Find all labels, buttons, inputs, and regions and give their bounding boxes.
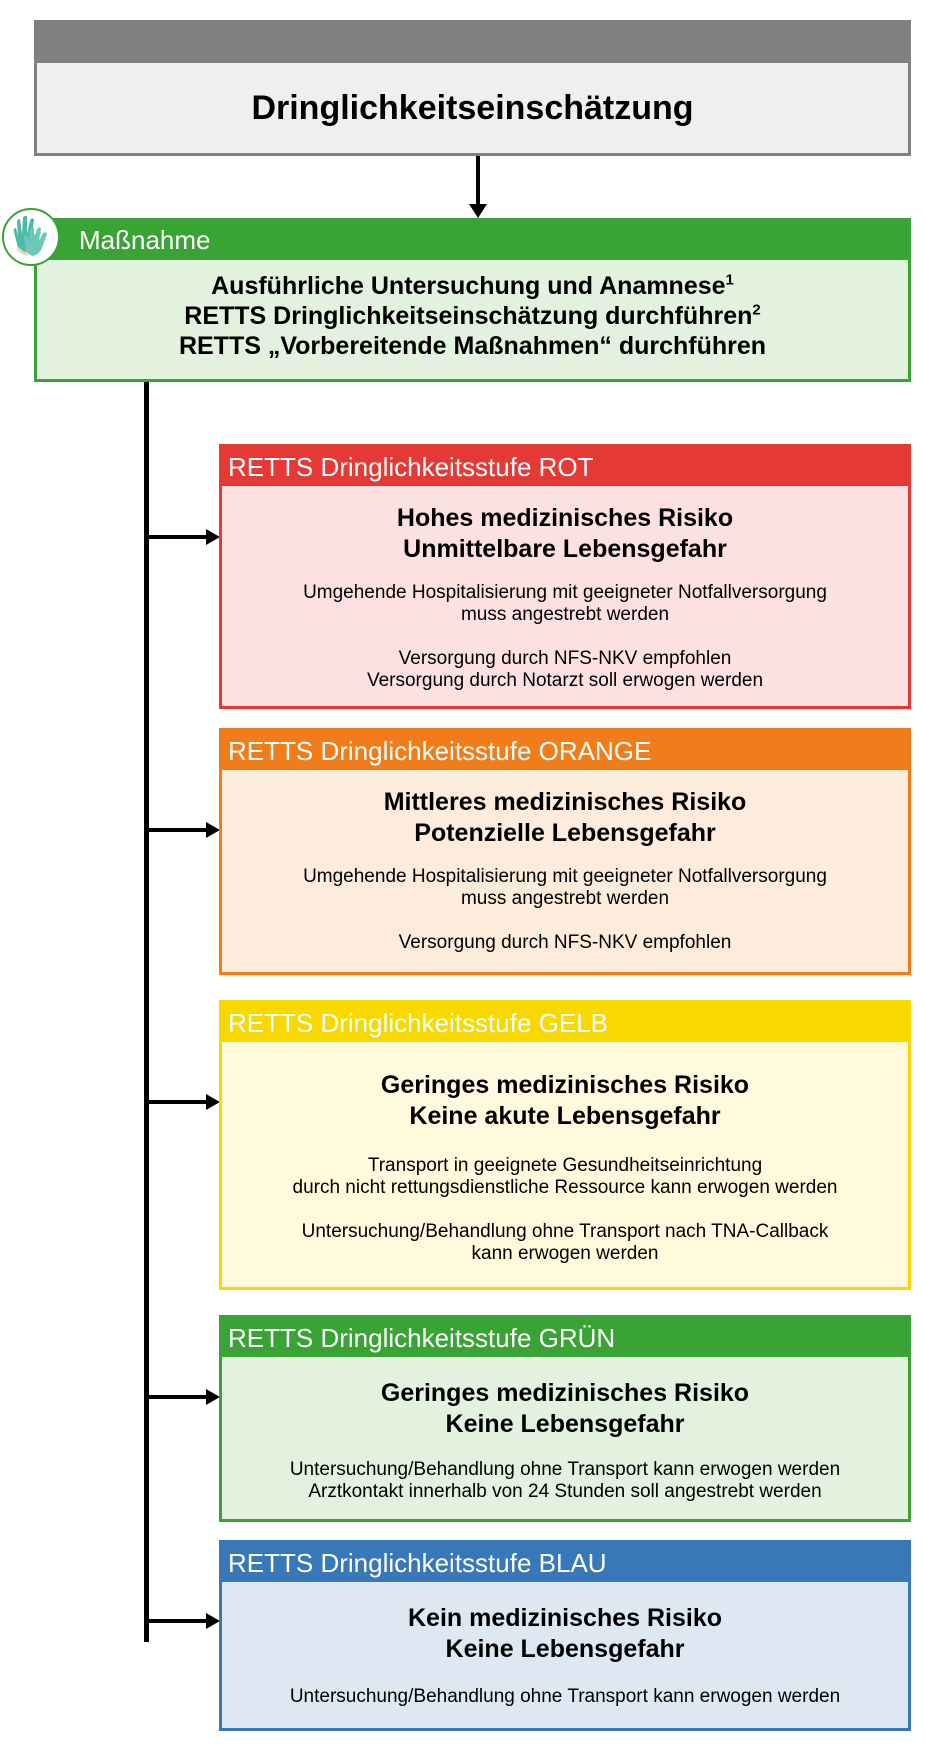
footnote-2: 2: [752, 301, 761, 319]
arrowhead-top: [469, 204, 487, 218]
level-rot-title: Hohes medizinisches Risiko Unmittelbare Lebensgefahr: [396, 504, 734, 563]
level-blau-box: [219, 1540, 911, 1731]
page-title: Dringlichkeitseinschätzung: [251, 89, 694, 127]
measure-body: [37, 271, 908, 361]
connector-rot: [144, 535, 206, 539]
level-orange-text-2: Versorgung durch NFS-NKV empfohlen: [398, 932, 732, 953]
header-box: [34, 20, 911, 156]
measure-header: Maßnahme: [37, 221, 908, 260]
connector-gruen: [144, 1395, 206, 1399]
level-blau-title: Kein medizinisches Risiko Keine Lebensgefahr: [408, 1604, 722, 1663]
level-blau-header: RETTS Dringlichkeitsstufe BLAU: [222, 1543, 908, 1582]
level-orange-text-1: Umgehende Hospitalisierung mit geeigneter Notfallversorgung muss angestrebt werden: [303, 866, 827, 909]
level-gelb-text-1: Transport in geeignete Gesundheitseinrichtung durch nicht rettungsdienstliche Ressource kann erwogen werden: [292, 1155, 838, 1198]
arrowhead-gelb: [206, 1094, 220, 1110]
connector-orange: [144, 828, 206, 832]
connector-blau: [144, 1619, 206, 1623]
gloves-icon: [2, 208, 60, 266]
level-gelb-title: Geringes medizinisches Risiko Keine akute Lebensgefahr: [380, 1071, 750, 1130]
header-bar: [37, 23, 908, 63]
level-rot-header: RETTS Dringlichkeitsstufe ROT: [222, 447, 908, 486]
arrowhead-blau: [206, 1613, 220, 1629]
measure-box: [34, 218, 911, 382]
level-orange-box: [219, 728, 911, 975]
level-gelb-text-2: Untersuchung/Behandlung ohne Transport nach TNA-Callback kann erwogen werden: [301, 1221, 829, 1264]
arrowhead-gruen: [206, 1389, 220, 1405]
level-gruen-text-1: Untersuchung/Behandlung ohne Transport kann erwogen werden Arztkontakt innerhalb von 24 Stunden soll angestrebt werden: [289, 1459, 841, 1502]
level-blau-text-1: Untersuchung/Behandlung ohne Transport kann erwogen werden: [289, 1686, 841, 1707]
connector-main: [144, 382, 149, 1642]
measure-line-1: Ausführliche Untersuchung und Anamnese$^1$: [211, 271, 734, 300]
level-rot-text-1: Umgehende Hospitalisierung mit geeigneter Notfallversorgung muss angestrebt werden: [303, 582, 827, 625]
connector-top: [476, 156, 480, 206]
level-gruen-title: Geringes medizinisches Risiko Keine Lebensgefahr: [380, 1379, 750, 1438]
level-gelb-header: RETTS Dringlichkeitsstufe GELB: [222, 1003, 908, 1042]
level-gruen-box: [219, 1315, 911, 1522]
level-rot-text-2: Versorgung durch NFS-NKV empfohlen Versorgung durch Notarzt soll erwogen werden: [366, 648, 764, 691]
level-orange-title: Mittleres medizinisches Risiko Potenzielle Lebensgefahr: [383, 788, 747, 847]
level-rot-box: [219, 444, 911, 709]
measure-line-2: RETTS Dringlichkeitseinschätzung durchführen$^2$: [184, 301, 761, 330]
connector-gelb: [144, 1100, 206, 1104]
arrowhead-rot: [206, 529, 220, 545]
footnote-1: 1: [725, 271, 734, 289]
level-gruen-header: RETTS Dringlichkeitsstufe GRÜN: [222, 1318, 908, 1357]
level-orange-header: RETTS Dringlichkeitsstufe ORANGE: [222, 731, 908, 770]
level-gelb-box: [219, 1000, 911, 1290]
measure-line-3: RETTS „Vorbereitende Maßnahmen“ durchführen: [178, 332, 767, 360]
arrowhead-orange: [206, 822, 220, 838]
